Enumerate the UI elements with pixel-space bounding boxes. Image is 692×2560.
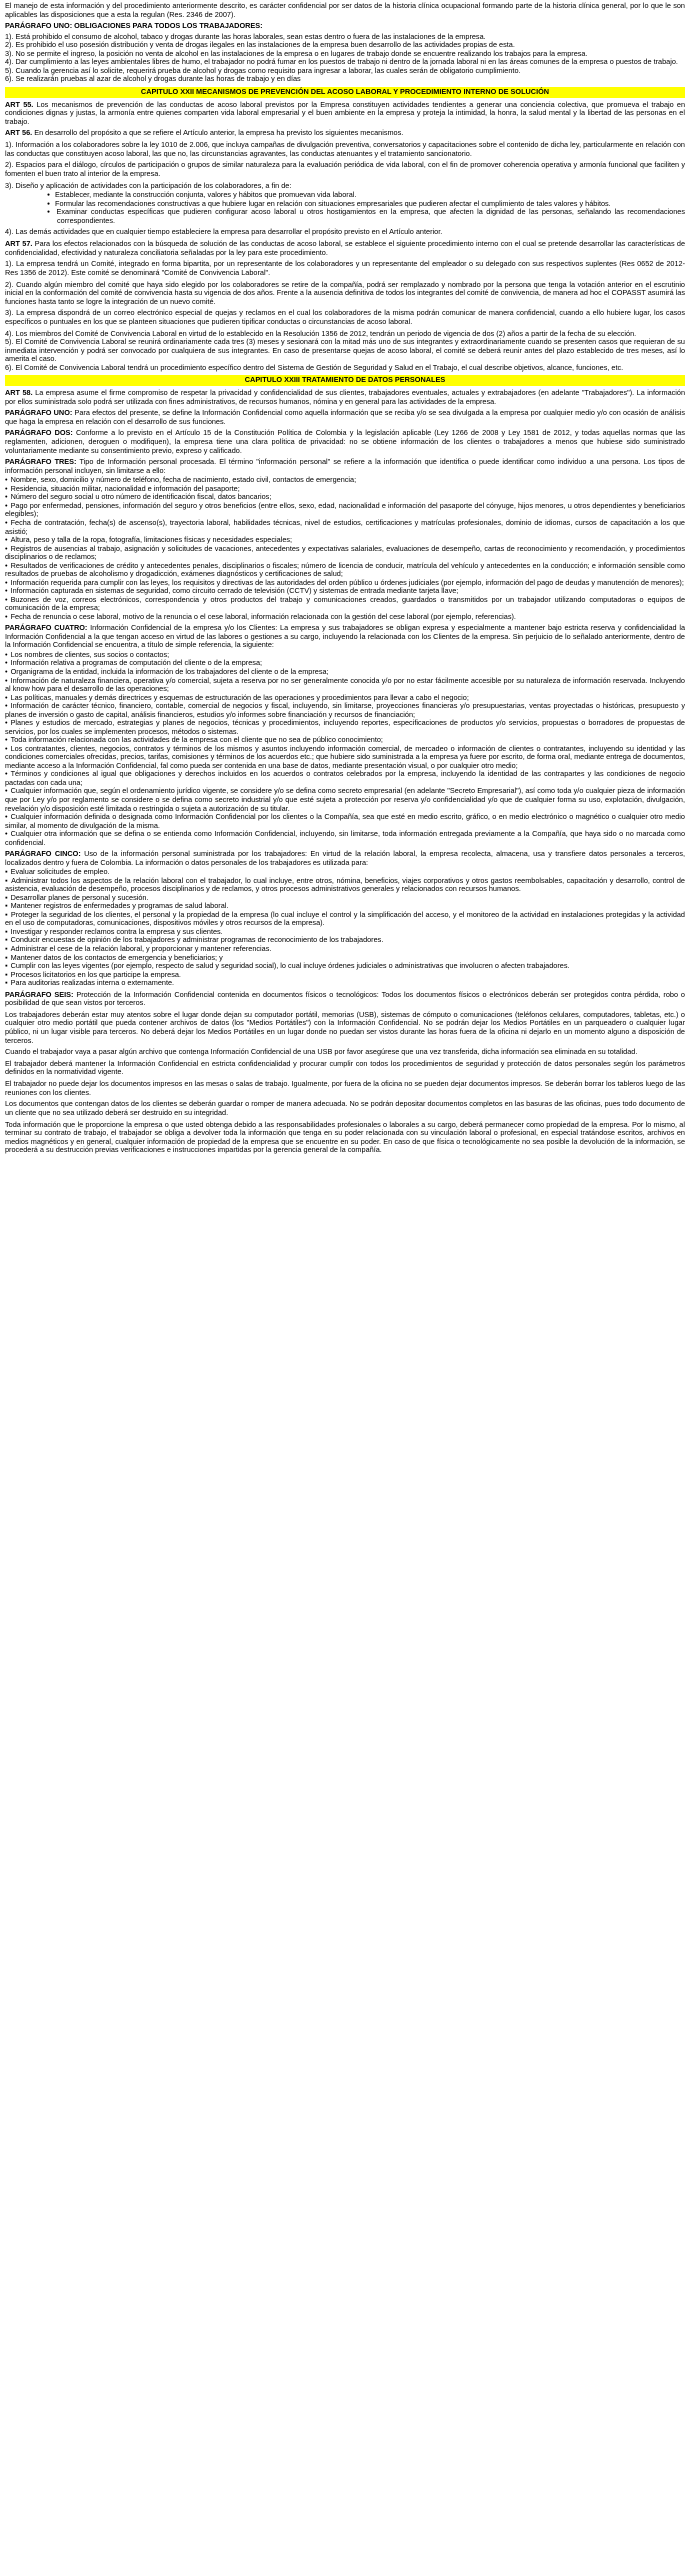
personal-info-list <box>5 476 685 621</box>
paragrafo-tres-text: Tipo de Información personal procesada. El término "información personal" se refiere a la información que identifica o puede identificar como individuo a una persona. Los tipos de información personal incluyen, sin limitarse a ello: <box>5 457 685 475</box>
list-item: • Información de carácter técnico, financiero, contable, comercial de negocios y fiscal, incluyendo, sin limitarse, proyecciones financieras y/o presupuestarias, ventas proyectadas o históricas, presupuesto y planes de inversión o gasto de capital, análisis financieros, estudios y/o informes sobre financiación y recursos de financiación; <box>5 702 685 719</box>
intro-paragraph: El manejo de esta información y del procedimiento anteriormente descrito, es carácter confidencial por ser datos de la historia clínica ocupacional formando parte de la historia clínica general, por lo que le son aplicables las disposiciones que a esta la regulan (Res. 2346 de 2007). <box>5 1 685 19</box>
list-item: • Cualquier información que, según el ordenamiento jurídico vigente, se considere y/o se defina como secreto empresarial (en adelante "Secreto Empresarial"), así como toda y/o cualquier pieza de información que por Ley y/o por reglamento se considere o se defina como secreto industrial y/o que esté sujeta a protección por reserva y/o confidencialidad y/o que de cualquier forma su uso, explotación, divulgación, revelación y/o disposición esté limitada o restringida o sujeta a autorización de su titular. <box>5 787 685 813</box>
art-56 <box>5 129 685 138</box>
mechanism-3: 3). Diseño y aplicación de actividades con la participación de los colaboradores, a fin de: <box>5 180 292 190</box>
procedure-1: 1). La empresa tendrá un Comité, integrado en forma bipartita, por un representante de los colaboradores y un representante del empleador o su delegado con sus respectivos suplentes (Res 0652 de 2012- Res 1356 de 2012). Este comité se denominará "Comité de Convivencia Laboral". <box>5 259 685 277</box>
art-58-text: La empresa asume el firme compromiso de respetar la privacidad y confidencialidad de sus clientes, trabajadores eventuales, actuales y extrabajadores (en adelante "Trabajadores"). La información por ellos suministrada solo podrá ser utilizada con fines administrativos, de recursos humanos, nómina y en general para las actividades de la empresa. <box>5 387 686 406</box>
list-item: ▪ Conducir encuestas de opinión de los trabajadores y administrar programas de reconocimiento de los trabajadores. <box>5 936 685 945</box>
list-item: ● Examinar conductas específicas que pudieren configurar acoso laboral u otros hostigamientos en la empresa, que afecten la dignidad de las personas, señalando las recomendaciones correspondientes. <box>47 208 685 225</box>
procedure-3: 3). La empresa dispondrá de un correo electrónico especial de quejas y reclamos en el cual los colaboradores de la misma podrán comunicar de manera confidencial, cuando a ello hubiere lugar, los casos específicos o puntuales en los que se planteen situaciones que pudieren tipificar conductas o circunstancias de acoso laboral. <box>5 308 685 326</box>
list-item: • Organigrama de la entidad, incluida la información de los trabajadores del cliente o de la empresa; <box>5 668 685 677</box>
document-disposal-paragraph: Los documentos que contengan datos de los clientes se deberán guardar o romper de manera adecuada. No se podrán depositar documentos completos en las basuras de las oficinas, pues todo documento de un cliente que no sea utilizado deberá ser destruido en su integridad. <box>5 1099 685 1117</box>
paragrafo-seis-text: Protección de la Información Confidencial contenida en documentos físicos o tecnológicos: Todos los documentos físicos o electrónicos deberán ser protegidos contra pérdida, robo o posibilidad de que sean vistos por terceros. <box>5 989 685 1008</box>
art-58-label: ART 58. <box>5 387 33 397</box>
list-item: ▪ Mantener registros de enfermedades y programas de salud laboral. <box>5 902 685 911</box>
list-item: ▪ Proteger la seguridad de los clientes, el personal y la propiedad de la empresa (lo cual incluye el control y la simplificación del acceso, y el monitoreo de la actividad en instalaciones protegidas y la actividad en el uso de computadoras, comunicaciones, dispositivos móviles y otros recursos de la empresa). <box>5 911 685 928</box>
list-item: • Pago por enfermedad, pensiones, información del seguro y otros beneficios (entre ellos, sexo, edad, nacionalidad e información del pasaporte del cónyuge, hijos menores, u otros dependientes y beneficiarios elegibles); <box>5 502 685 519</box>
paragrafo-uno <box>5 409 685 426</box>
list-item: ▪ Administrar todos los aspectos de la relación laboral con el trabajador, lo cual incluye, entre otros, nómina, beneficios, viajes corporativos y otros gastos reembolsables, capacitación y desarrollo, control de asistencia, evaluación de desempeño, procesos disciplinarios y de reclamos, y otros procesos administrativos generales y relacionados con recursos humanos. <box>5 877 685 894</box>
paragrafo-cinco-label: PARÁGRAFO CINCO: <box>5 849 81 859</box>
list-item: ● Formular las recomendaciones constructivas a que hubiere lugar en relación con situaciones empresariales que pudieren afectar el cumplimiento de tales valores y hábitos. <box>47 200 685 209</box>
list-item: ▪ Investigar y responder reclamos contra la empresa y sus clientes. <box>5 928 685 937</box>
paragrafo-cinco-text: Uso de la información personal suministrada por los trabajadores: En virtud de la relación laboral, la empresa recolecta, almacena, usa y transfiere datos personales a terceros, localizados dentro y fuera de Colombia. La información o datos personales de los trabajadores es utilizada para: <box>5 849 685 867</box>
paragrafo-uno-text: Para efectos del presente, se define la Información Confidencial como aquella información que se reciba y/o se sea divulgada a la empresa por cualquier medio y/o con ocasión de análisis que haga la empresa en relación con el desarrollo de sus funciones. <box>5 408 685 426</box>
paragrafo-cuatro-label: PARÁGRAFO CUATRO: <box>5 623 88 633</box>
list-item: ▪ Administrar el cese de la relación laboral, y proporcionar y mantener referencias. <box>5 945 685 954</box>
paragrafo-cinco <box>5 850 685 867</box>
obligations-list <box>5 33 685 84</box>
art-55-label: ART 55. <box>5 99 34 109</box>
confidential-info-list <box>5 651 685 847</box>
list-item: ▪ Mantener datos de los contactos de emergencia y beneficiarios; y <box>5 954 685 963</box>
obligation-item: 5). Cuando la gerencia así lo solicite, requerirá prueba de alcohol y drogas como requisito para ingresar a laborar, las cuales serán de obligatorio cumplimiento. <box>5 65 521 75</box>
list-item: • Los contratantes, clientes, negocios, contratos y términos de los mismos y asuntos incluyendo información comercial, de mercadeo o información de clientes o contratantes, incluyendo su identidad y las condiciones comerciales ofrecidas, precios, tarifas, comisiones y términos de los acuerdos etc.; que hubiere sido suministrada a la empresa ya fuere por escrito, de forma oral, mediante entrega de documentos, mediante acceso a la Información Confidencial, fal como pueda ser contenida en una base de datos, mediante presentación visual, o por cualquier otro medio; <box>5 745 685 771</box>
obligation-item: 3). No se permite el ingreso, la posición no venta de alcohol en las instalaciones de la empresa o en lugares de trabajo donde se encuentre realizando los trabajos para la empresa. <box>5 48 588 58</box>
mechanism-2: 2). Espacios para el diálogo, círculos de participación o grupos de similar naturaleza para la evaluación periódica de vida laboral, con el fin de promover coherencia operativa y armonía funcional que faciliten y fomenten el buen trato al interior de la empresa. <box>5 160 685 178</box>
chapter-23-banner: CAPITULO XXIII TRATAMIENTO DE DATOS PERSONALES <box>5 375 685 386</box>
paragrafo-dos-label: PARÁGRAFO DOS: <box>5 428 73 438</box>
list-item: • Planes y estudios de mercado, estrategias y planes de negocios, técnicas y procedimientos, incluyendo reportes, especificaciones de productos y/o servicios, propuestas o borradores de propuestas de servicios, por los cuales se implementen procesos, métodos o sistemas. <box>5 719 685 736</box>
art-56-text: En desarrollo del propósito a que se refiere el Artículo anterior, la empresa ha previsto los siguientes mecanismos. <box>34 128 404 138</box>
paragrafo-seis-label: PARÁGRAFO SEIS: <box>5 989 74 999</box>
list-item: • Nombre, sexo, domicilio y número de teléfono, fecha de nacimiento, estado civil, contactos de emergencia; <box>5 476 685 485</box>
paragrafo-uno-label: PARÁGRAFO UNO: <box>5 408 73 418</box>
paragrafo-uno-title: PARÁGRAFO UNO: OBLIGACIONES PARA TODOS LOS TRABAJADORES: <box>5 21 263 31</box>
document-page <box>0 0 692 1155</box>
mechanism-1: 1). Información a los colaboradores sobre la ley 1010 de 2.006, que incluya campañas de divulgación preventiva, conversatorios y capacitaciones sobre el contenido de dicha ley, particularmente en relación con las conductas que constituyen acoso laboral, las que no, las circunstancias agravantes, las conductas atenuantes y el tratamiento sancionatorio. <box>5 140 685 158</box>
art-56-label: ART 56. <box>5 128 33 138</box>
list-item: • Los nombres de clientes, sus socios o contactos; <box>5 651 685 660</box>
list-item: ● Establecer, mediante la construcción conjunta, valores y hábitos que promuevan vida laboral. <box>47 191 685 200</box>
mechanism-4: 4). Las demás actividades que en cualquier tiempo estableciere la empresa para desarrollar el propósito previsto en el Artículo anterior. <box>5 227 443 237</box>
procedure-2: 2). Cuando algún miembro del comité que haya sido elegido por los colaboradores se retire de la compañía, podrá ser remplazado y nombrado por la persona que tenga la votación anterior en el escrutinio inicial en la conformación del comité de convivencia hasta su vigencia de dos años. Frente a la ausencia definitiva de todos los integrantes del comité de convivencia, de manera ad hoc el COPASST asumirá las funciones hasta tanto se logre la integración de un nuevo comité. <box>5 279 685 306</box>
obligation-item: 1). Está prohibido el consumo de alcohol, tabaco y drogas durante las horas laborales, sean estas dentro o fuera de las instalaciones de la empresa. <box>5 31 486 41</box>
list-item: • Información de naturaleza financiera, operativa y/o comercial, sujeta a reserva por no ser generalmente conocida y/o por no estar fácilmente accesible por su naturaleza de información reservada. Incluyendo al know how para el desarrollo de las operaciones; <box>5 677 685 694</box>
art-55 <box>5 101 685 127</box>
art-57-text: Para los efectos relacionados con la búsqueda de solución de las conductas de acoso laboral, se establece el siguiente procedimiento interno con el cual se pretende desarrollar las características de confidencialidad, efectividad y naturaleza conciliatoria señaladas por la ley para este procedimiento. <box>5 239 686 257</box>
list-item: • Cualquier información definida o designada como Información Confidencial por los clientes o la Compañía, sea que esté en medio escrito, gráfico, o en medio electrónico o magnético o cualquier otro medio similar, al momento de divulgación de la misma. <box>5 813 685 830</box>
list-item: • Fecha de renuncia o cese laboral, motivo de la renuncia o el cese laboral, información relacionada con la gestión del cese laboral (por ejemplo, referencias). <box>5 613 685 622</box>
procedure-5: 5). El Comité de Convivencia Laboral se reunirá ordinariamente cada tres (3) meses y sesionará con la mitad más uno de sus integrantes y extraordinariamente cuando se presenten casos que requieran de su inmediata intervención y podrá ser convocado por cualquiera de sus integrantes. En caso de presentarse quejas de acoso laboral, el comité se deberá reunir antes del plazo establecido de tres meses, así lo amerita el caso. <box>5 337 685 364</box>
list-item: • Buzones de voz, correos electrónicos, correspondencia y otros productos del trabajo y comunicaciones creados, guardados o transmitidos por un trabajador utilizando computadoras o equipos de comunicación de la empresa; <box>5 596 685 613</box>
list-item: ▪ Para auditorias realizadas interna o externamente. <box>5 979 685 988</box>
paragrafo-dos-text: Conforme a lo previsto en el Artículo 15 de la Constitución Política de Colombia y la legislación aplicable (Ley 1266 de 2008 y Ley 1581 de 2012, y todas aquellas normas que las reglamenten, adicionen, deroguen o modifiquen), la empresa tiene una clara política de privacidad: no se obtiene información de los clientes o trabajadores a menos que hubiese sido suministrado voluntariamente mediante su consentimiento previo, expreso y calificado. <box>5 428 685 455</box>
list-item: • Número del seguro social u otro número de identificación fiscal, datos bancarios; <box>5 493 685 502</box>
list-item: • Información relativa a programas de computación del cliente o de la empresa; <box>5 659 685 668</box>
art-55-text: Los mecanismos de prevención de las conductas de acoso laboral previstos por la Empresa constituyen actividades tendientes a generar una conciencia colectiva, que promueva el trabajo en condiciones dignas y justas, la armonía entre quienes comparten vida laboral empresarial y el buen ambiente en la empresa y proteja la intimidad, la honra, la salud mental y la libertad de las personas en el trabajo. <box>5 99 686 126</box>
list-item: ▪ Cumplir con las leyes vigentes (por ejemplo, respecto de salud y seguridad social), lo cual incluye órdenes judiciales o administrativas que involucren o afecten trabajadores. <box>5 962 685 971</box>
list-item: • Las políticas, manuales y demás directrices y esquemas de estructuración de las operaciones y procedimientos para llevar a cabo el negocio; <box>5 694 685 703</box>
list-item: • Términos y condiciones al igual que obligaciones y derechos incluidos en los acuerdos o contratos celebrados por la empresa, incluyendo la identidad de las contrapartes y las condiciones de negocio pactadas con cada una; <box>5 770 685 787</box>
art-57 <box>5 240 685 257</box>
confidentiality-paragraph: El trabajador deberá mantener la Información Confidencial en estricta confidencialidad y procurar cumplir con todos los procedimientos de seguridad y protección de datos personales según los parámetros definidos en la normatividad vigente. <box>5 1058 685 1077</box>
information-return-paragraph: Toda información que le proporcione la empresa o que usted obtenga debido a las responsabilidades profesionales o laborales a su cargo, deberá permanecer como propiedad de la empresa. Por lo mismo, al terminar su contrato de trabajo, el trabajador se obliga a devolver toda la información que tenga en su poder relacionada con su vinculación laboral o profesional, en especial tratándose escritos, archivos en medios magnéticos y en general, cualquier información de propiedad de la empresa que se encuentre en su poder. En caso de que física o tecnológicamente no sea posible la devolución de la información, se procederá a su destrucción previas verificaciones e instrucciones impartidas por la gerencia general de la compañía. <box>5 1119 685 1155</box>
art-58 <box>5 389 685 406</box>
obligation-item: 6). Se realizarán pruebas al azar de alcohol y drogas durante las horas de trabajo y en días <box>5 74 301 84</box>
list-item: ▪ Desarrollar planes de personal y sucesión. <box>5 894 685 903</box>
paragrafo-cuatro <box>5 624 685 650</box>
list-item: • Resultados de verificaciones de crédito y antecedentes penales, disciplinarios o fiscales; número de licencia de conducir, matrícula del vehículo y antecedentes en la conducción; e información sensible como resultados de pruebas de alcoholismo y drogadicción, exámenes diagnósticos y certificaciones de salud; <box>5 562 685 579</box>
list-item: • Información requerida para cumplir con las leyes, los requisitos y directivas de las autoridades del orden público u órdenes judiciales (por ejemplo, información del pago de deudas y manutención de menores); <box>5 579 685 588</box>
usb-paragraph: Cuando el trabajador vaya a pasar algún archivo que contenga Información Confidencial de una USB por favor asegúrese que una vez transferida, dicha información sea eliminada en su totalidad. <box>5 1047 638 1057</box>
list-item: • Fecha de contratación, fecha(s) de ascenso(s), trayectoria laboral, habilidades técnicas, nivel de estudios, certificaciones y matrículas profesionales, dominio de idiomas, cursos de capacitación a los que asistió; <box>5 519 685 536</box>
art-57-label: ART 57. <box>5 239 33 249</box>
list-item: • Toda información relacionada con las actividades de la empresa con el cliente que no sea de público conocimiento; <box>5 736 685 745</box>
obligation-item: 2). Es prohibido el uso posesión distribución y venta de drogas ilegales en las instalaciones de la empresa buen desarrollo de las actividades propias de esta. <box>5 40 515 50</box>
paragrafo-seis <box>5 991 685 1008</box>
list-item: • Cualquier otra información que se defina o se entienda como Información Confidencial, incluyendo, sin limitarse, toda información entregada previamente a la Compañía, que haya sido o no marcada como confidencial. <box>5 830 685 847</box>
procedure-6: 6). El Comité de Convivencia Laboral tendrá un procedimiento específico dentro del Sistema de Gestión de Seguridad y Salud en el Trabajo, el cual describe objetivos, alcance, funciones, etc. <box>5 362 624 372</box>
mechanism-3-list <box>5 191 685 225</box>
list-item: • Residencia, situación militar, nacionalidad e información del pasaporte; <box>5 485 685 494</box>
portable-media-paragraph: Los trabajadores deberán estar muy atentos sobre el lugar donde dejan su computador portátil, memorias (USB), sistemas de cómputo o comunicaciones (teléfonos celulares, computadores, tabletas, etc.) o cualquier otro medio portátil que pueda contener archivos de datos (los "Medios Portátiles") con la Información Confidencial. No se podrán dejar los Medios Portátiles en un parqueadero o cualquier lugar público, ni un lugar visible para terceros. No deberá dejar los Medios Portátiles en un lugar donde no puedan ser vistos durante las horas fuera de la oficina ni dejarlo en un momento alguno a disposición de terceros. <box>5 1009 685 1045</box>
data-usage-list <box>5 868 685 987</box>
paragrafo-cuatro-text: Información Confidencial de la empresa y/o los Clientes: La empresa y sus trabajadores se obligan expresa y especialmente a mantener bajo estricta reserva y confidencialidad la Información Confidencial a la que tengan acceso en virtud de las labores o gestiones a su cargo, incluyendo la relacionada con los Clientes de la empresa. Sin perjuicio de lo señalado anteriormente, dentro de la Información Confidencial se encuentra, a título de simple referencia, la siguiente: <box>5 623 686 650</box>
printed-documents-paragraph: El trabajador no puede dejar los documentos impresos en las mesas o salas de trabajo. Igualmente, por fuera de la oficina no se pueden dejar documentos impresos. Se deberán borrar los tableros luego de las reuniones con los clientes. <box>5 1079 685 1097</box>
list-item: ▪ Procesos licitatorios en los que participe la empresa. <box>5 971 685 980</box>
paragrafo-dos <box>5 429 685 455</box>
list-item: • Registros de ausencias al trabajo, asignación y solicitudes de vacaciones, antecedentes y expectativas salariales, evaluaciones de desempeño, cartas de reconocimiento y recomendación, y procedimientos disciplinarios o de reclamos; <box>5 545 685 562</box>
procedure-4: 4). Los miembros del Comité de Convivencia Laboral en virtud de lo establecido en la Resolución 1356 de 2012, tendrán un periodo de vigencia de dos (2) años a partir de la fecha de su elección. <box>5 328 637 338</box>
paragrafo-tres <box>5 458 685 475</box>
chapter-22-banner: CAPITULO XXII MECANISMOS DE PREVENCIÓN DEL ACOSO LABORAL Y PROCEDIMIENTO INTERNO DE SOLUCIÓN <box>5 87 685 98</box>
obligation-item: 4). Dar cumplimiento a las leyes ambientales libres de humo, el trabajador no podrá fumar en los puestos de trabajo ni dentro de la jornada laboral ni en las áreas comunes de la empresa o puestos de trabajo. <box>5 57 678 67</box>
list-item: • Información capturada en sistemas de seguridad, como circuito cerrado de televisión (CCTV) y sistemas de entrada mediante tarjeta llave; <box>5 587 685 596</box>
list-item: • Altura, peso y talla de la ropa, fotografía, limitaciones físicas y necesidades especiales; <box>5 536 685 545</box>
paragrafo-tres-label: PARÁGRAFO TRES: <box>5 457 77 467</box>
list-item: ▪ Evaluar solicitudes de empleo. <box>5 868 685 877</box>
